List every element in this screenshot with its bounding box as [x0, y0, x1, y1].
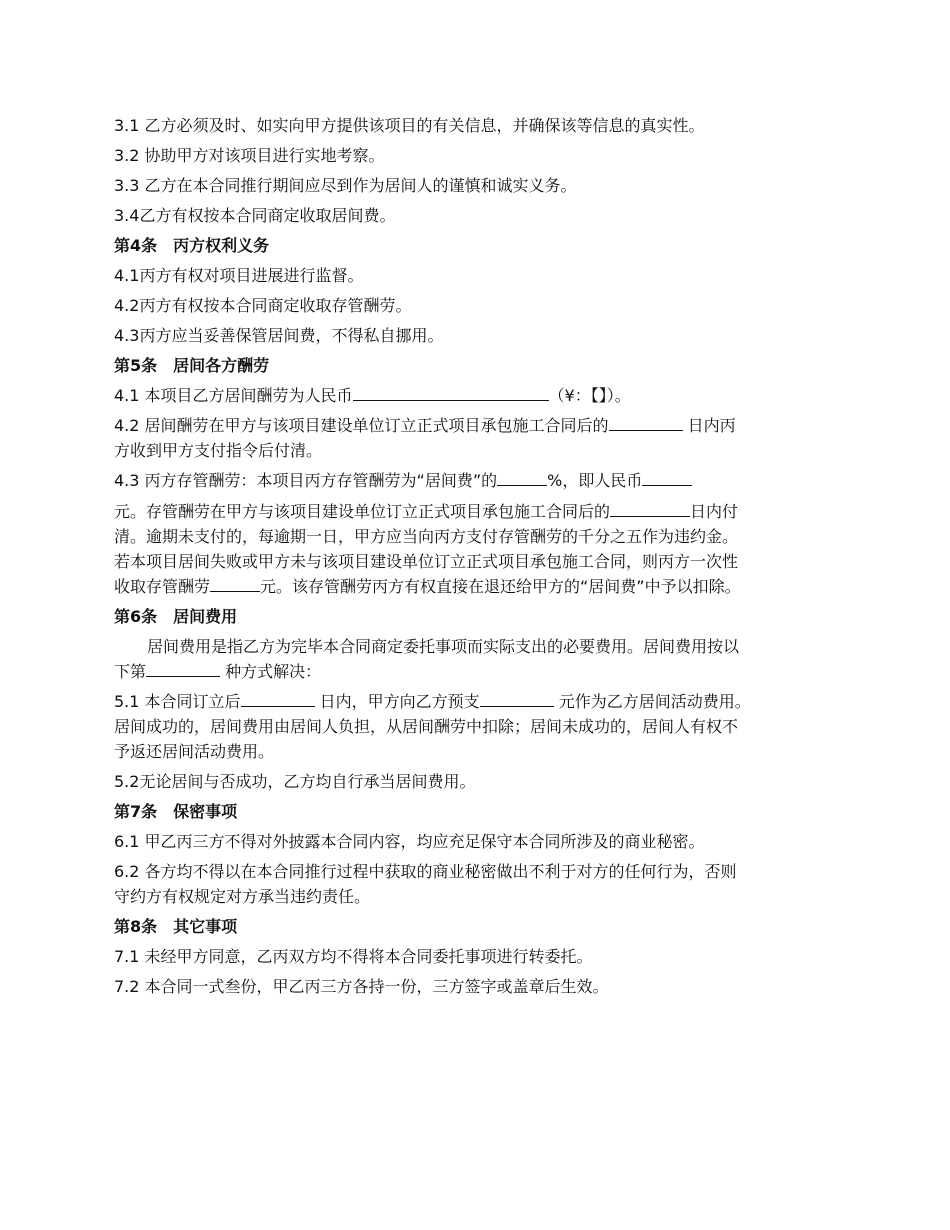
clause-6-2: 5.2无论居间与否成功，乙方均自行承当居间费用。 [114, 772, 476, 791]
article-4-heading: 第4条 丙方权利义务 [114, 236, 270, 255]
clause-4-3: 4.3丙方应当妥善保管居间费，不得私自挪用。 [114, 326, 444, 345]
clause-5-fee: 4.1 本项目乙方居间酬劳为人民币 （¥：【】）。 [114, 383, 854, 408]
clause-3-1: 3.1 乙方必须及时、如实向甲方提供该项目的有关信息，并确保该等信息的真实性。 [114, 116, 705, 135]
clause-7-2: 6.2 各方均不得以在本合同推行过程中获取的商业秘密做出不利于对方的任何行为，否则 守约方有权规定对方承当违约责任。 [114, 862, 737, 906]
clause-7-1: 6.1 甲乙丙三方不得对外披露本合同内容，均应充足保守本合同所涉及的商业秘密。 [114, 832, 705, 851]
clause-5-payment: 4.2 居间酬劳在甲方与该项目建设单位订立正式项目承包施工合同后的 日内丙 方收到甲方支付指令后付清。 [114, 413, 854, 463]
article-6-heading: 第6条 居间费用 [114, 607, 238, 626]
clause-6-intro: 居间费用是指乙方为完毕本合同商定委托事项而实际支出的必要费用。居间费用按以 下第 种方式解决： [114, 637, 740, 681]
article-7-heading: 第7条 保密事项 [114, 802, 238, 821]
custody-once-blank[interactable] [210, 574, 260, 592]
clause-3-2: 3.2 协助甲方对该项目进行实地考察。 [114, 146, 385, 165]
clause-5-custody: 4.3 丙方存管酬劳：本项目丙方存管酬劳为“居间费”的 %，即人民币 元。存管酬劳在甲方与该项目建设单位订立正式项目承包施工合同后的 日内付 清。逾期未支付的，每逾期一日，甲方应当向丙方支付存管酬劳的千分之五作为违约金。 若本项目居间失败或甲方未与该项目建设单位订立正式项目承包施工合同，则丙方一次性 收取存管酬劳 元。该存管酬劳丙方有权直接在退还给甲方的“居间费”中予以扣除。 [114, 468, 854, 599]
custody-percent-blank[interactable] [497, 468, 547, 486]
method-number-blank[interactable] [146, 659, 220, 677]
clause-3-3: 3.3 乙方在本合同推行期间应尽到作为居间人的谨慎和诚实义务。 [114, 176, 577, 195]
contract-page [114, 113, 854, 1004]
clause-4-2: 4.2丙方有权按本合同商定收取存管酬劳。 [114, 296, 412, 315]
article-8-heading: 第8条 其它事项 [114, 917, 238, 936]
payment-days-blank[interactable] [609, 413, 683, 431]
custody-rmb-blank[interactable] [642, 468, 692, 486]
advance-amount-blank[interactable] [480, 689, 554, 707]
custody-days-blank[interactable] [610, 499, 690, 517]
clause-3-4: 3.4乙方有权按本合同商定收取居间费。 [114, 206, 396, 225]
article-5-heading: 第5条 居间各方酬劳 [114, 356, 270, 375]
advance-days-blank[interactable] [241, 689, 315, 707]
fee-amount-blank[interactable] [353, 383, 549, 401]
clause-8-1: 7.1 未经甲方同意，乙丙双方均不得将本合同委托事项进行转委托。 [114, 947, 593, 966]
clause-8-2: 7.2 本合同一式叁份，甲乙丙三方各持一份，三方签字或盖章后生效。 [114, 977, 609, 996]
clause-4-1: 4.1丙方有权对项目进展进行监督。 [114, 266, 364, 285]
clause-6-1: 5.1 本合同订立后 日内，甲方向乙方预支 元作为乙方居间活动费用。 居间成功的，居间费用由居间人负担，从居间酬劳中扣除；居间未成功的，居间人有权不 予返还居间活动费用。 [114, 689, 854, 764]
